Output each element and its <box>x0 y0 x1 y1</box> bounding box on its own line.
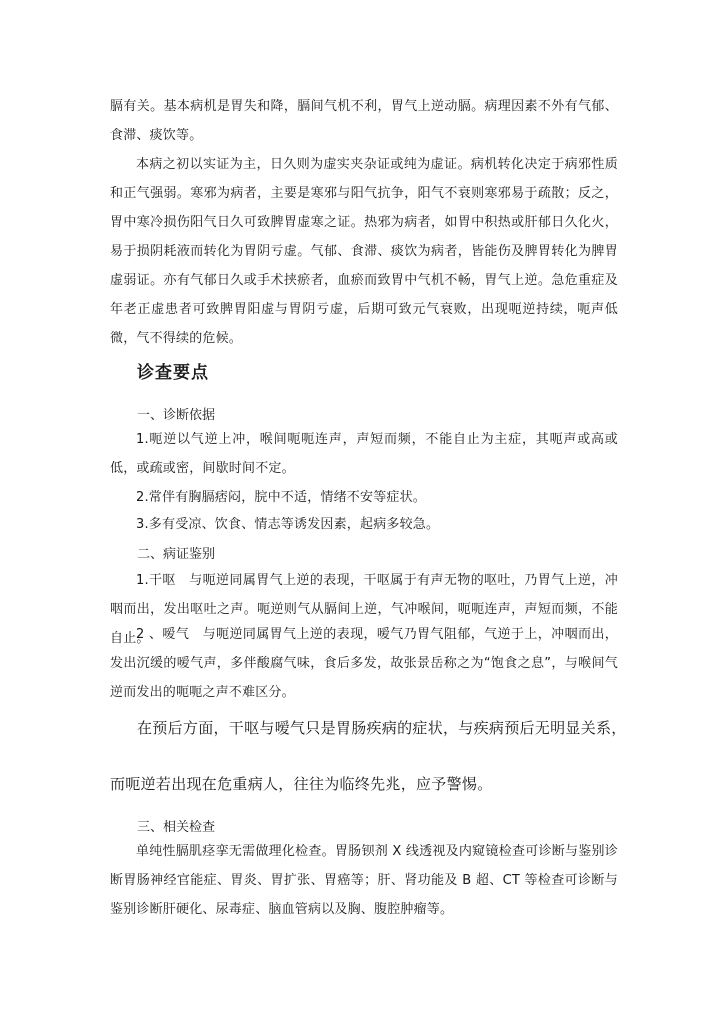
prognosis-line-2: 而呃逆若出现在危重病人，往往为临终先兆，应予警惕。 <box>110 775 493 793</box>
related-tests-paragraph: 单纯性膈肌痉挛无需做理化检查。胃肠钡剂 X 线透视及内窥镜检查可诊断与鉴别诊断胃肠神经官能症、胃炎、胃扩张、胃癌等；肝、肾功能及 B 超、CT 等检查可诊断与鉴别诊断肝硬化、尿毒症、脑血管病以及胸、腹腔肿瘤等。 <box>110 844 618 917</box>
section-heading: 诊查要点 <box>137 363 209 383</box>
diagnosis-item-2: 2.常伴有胸膈痞闷，脘中不适，情绪不安等症状。 <box>136 490 427 505</box>
subheading-related-tests: 三、相关检查 <box>137 820 216 835</box>
subheading-diagnosis-basis: 一、诊断依据 <box>137 408 216 423</box>
paragraph-pathogenesis: 本病之初以实证为主，日久则为虚实夹杂证或纯为虚证。病机转化决定于病邪性质和正气强弱。寒邪为病者，主要是寒邪与阳气抗争，阳气不衰则寒邪易于疏散；反之，胃中寒冷损伤阳气日久可致脾胃虚寒之证。热邪为病者，如胃中积热或肝郁日久化火，易于损阴耗液而转化为胃阴亏虚。气郁、食滞、痰饮为病者，皆能伤及脾胃转化为脾胃虚弱证。亦有气郁日久或手术挟瘀者，血瘀而致胃中气机不畅，胃气上逆。急危重症及年老正虚患者可致脾胃阳虚与胃阴亏虚，后期可致元气衰败，出现呃逆持续，呃声低微，气不得续的危候。 <box>110 157 618 346</box>
diagnosis-item-3: 3.多有受凉、饮食、情志等诱发因素，起病多较急。 <box>136 517 440 532</box>
differential-item-belching: 2 、嗳气 与呃逆同属胃气上逆的表现，嗳气乃胃气阻郁，气逆于上，冲咽而出，发出沉缓的嗳气声，多伴酸腐气味，食后多发，故张景岳称之为“饱食之息”，与喉间气逆而发出的呃呃之声不难区分。 <box>110 627 618 700</box>
subheading-differential: 二、病证鉴别 <box>137 547 216 562</box>
diagnosis-item-1: 1.呃逆以气逆上冲，喉间呃呃连声，声短而频，不能自止为主症，其呃声或高或低，或疏或密，间歇时间不定。 <box>110 432 618 476</box>
prognosis-line-1: 在预后方面，干呕与嗳气只是胃肠疾病的症状，与疾病预后无明显关系， <box>137 719 627 737</box>
paragraph-pathology-factors: 膈有关。基本病机是胃失和降，膈间气机不利，胃气上逆动膈。病理因素不外有气郁、食滞、痰饮等。 <box>110 99 618 143</box>
differential-item-dry-vomit: 1.干呕 与呃逆同属胃气上逆的表现，干呕属于有声无物的呕吐，乃胃气上逆，冲咽而出，发出呕吐之声。呃逆则气从膈间上逆，气冲喉间，呃呃连声，声短而频，不能自止。 <box>110 573 618 646</box>
